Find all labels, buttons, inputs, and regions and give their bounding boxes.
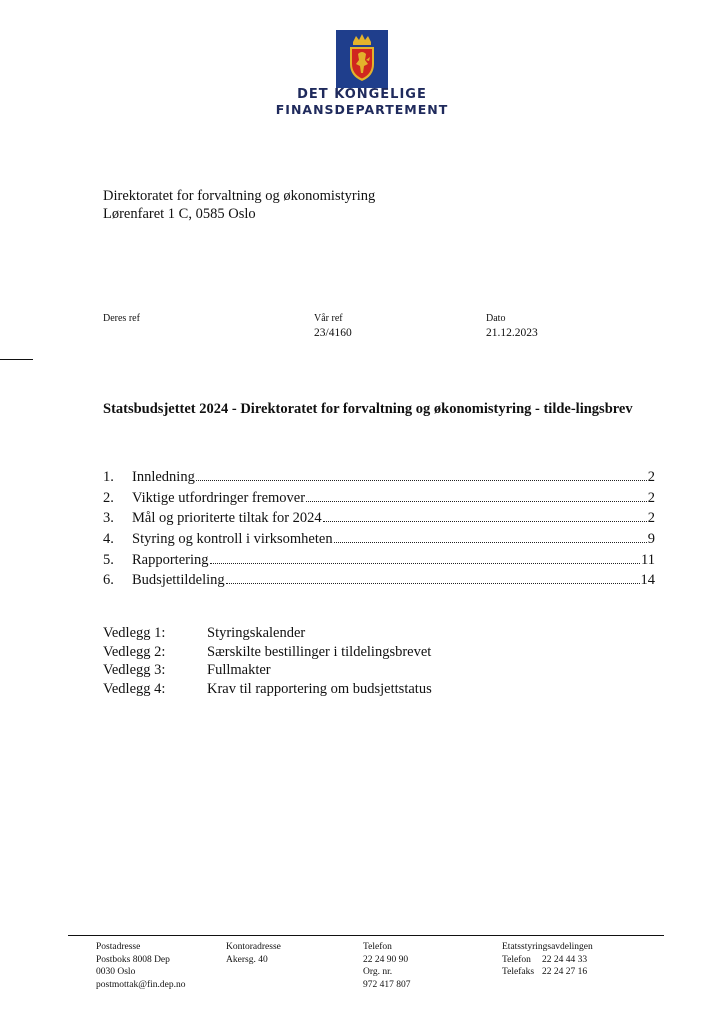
toc-text: Styring og kontroll i virksomheten <box>132 531 333 548</box>
toc-number: 6. <box>103 572 114 589</box>
appendix-item <box>103 662 432 681</box>
toc-item[interactable] <box>103 510 655 531</box>
var-ref-value: 23/4160 <box>314 327 352 339</box>
toc-page: 14 <box>640 572 655 589</box>
recipient-address <box>103 187 375 223</box>
table-of-contents <box>103 469 655 593</box>
footer-email[interactable]: postmottak@fin.dep.no <box>96 979 186 990</box>
footer-value: 0030 Oslo <box>96 967 136 977</box>
footer-label: Kontoradresse <box>226 942 281 952</box>
toc-number: 3. <box>103 510 114 527</box>
footer-value: 22 24 90 90 <box>363 954 409 965</box>
toc-page: 9 <box>647 531 655 548</box>
var-ref-label: Vår ref <box>314 313 343 324</box>
appendix-item <box>103 644 432 663</box>
appendix-text: Fullmakter <box>207 662 271 679</box>
footer-label: Etatsstyringsavdelingen <box>502 942 593 952</box>
recipient-name: Direktoratet for forvaltning og økonomistyring <box>103 188 376 204</box>
var-ref <box>314 312 352 341</box>
footer-value: Postboks 8008 Dep <box>96 954 170 965</box>
appendix-key: Vedlegg 3: <box>103 662 166 679</box>
footer-label: Telefon <box>363 942 392 952</box>
toc-leader <box>306 501 647 502</box>
appendix-item <box>103 681 432 700</box>
toc-page: 11 <box>641 551 655 568</box>
toc-leader <box>210 563 641 564</box>
toc-text: Viktige utfordringer fremover <box>132 489 306 506</box>
org-name-line1: DET KONGELIGE <box>297 87 427 102</box>
toc-page: 2 <box>647 510 655 527</box>
toc-text: Budsjettildeling <box>132 572 225 589</box>
dato <box>486 312 538 341</box>
appendix-text: Styringskalender <box>207 625 306 641</box>
ministry-logo <box>272 30 452 122</box>
toc-item[interactable] <box>103 552 655 573</box>
toc-item[interactable] <box>103 469 655 490</box>
toc-number: 1. <box>103 469 114 485</box>
toc-leader <box>334 542 647 543</box>
footer-value: 22 24 27 16 <box>542 967 588 977</box>
footer-key: Telefaks <box>502 967 535 977</box>
toc-page: 2 <box>647 489 655 506</box>
footer-value: Org. nr. <box>363 967 393 977</box>
appendix-text: Krav til rapportering om budsjettstatus <box>207 681 432 698</box>
footer-avdeling <box>502 941 593 979</box>
deres-ref-label: Deres ref <box>103 313 140 324</box>
toc-number: 5. <box>103 551 114 568</box>
appendix-key: Vedlegg 4: <box>103 681 166 698</box>
footer-telefaks-pair <box>502 966 593 979</box>
appendix-list <box>103 625 432 700</box>
toc-number: 4. <box>103 531 114 548</box>
footer-telefon-pair <box>502 954 593 967</box>
deres-ref <box>103 312 140 326</box>
coat-of-arms-icon <box>336 30 388 88</box>
toc-number: 2. <box>103 489 114 506</box>
recipient-street: Lørenfaret 1 C, 0585 Oslo <box>103 206 256 222</box>
toc-text: Rapportering <box>132 551 209 568</box>
dato-value: 21.12.2023 <box>486 327 538 339</box>
footer-value: 972 417 807 <box>363 979 411 990</box>
toc-leader <box>323 521 647 522</box>
appendix-item <box>103 625 432 644</box>
footer-value: 22 24 44 33 <box>542 954 588 965</box>
fold-mark <box>0 359 33 360</box>
toc-item[interactable] <box>103 490 655 511</box>
toc-leader <box>196 480 647 481</box>
footer-value: Akersg. 40 <box>226 954 268 965</box>
document-title: Statsbudsjettet 2024 - Direktoratet for forvaltning og økonomistyring - tilde-lingsbrev <box>103 401 633 417</box>
footer-label: Postadresse <box>96 942 141 952</box>
toc-item[interactable] <box>103 531 655 552</box>
footer-postadresse <box>96 941 186 991</box>
toc-text: Innledning <box>132 469 195 485</box>
footer-kontoradresse <box>226 941 281 966</box>
footer-telefon <box>363 941 411 991</box>
appendix-key: Vedlegg 2: <box>103 643 166 660</box>
org-name-line2: FINANSDEPARTEMENT <box>275 102 449 117</box>
toc-leader <box>226 583 640 584</box>
footer-key: Telefon <box>502 954 531 965</box>
footer-divider <box>68 935 664 936</box>
appendix-key: Vedlegg 1: <box>103 625 166 641</box>
toc-page: 2 <box>647 469 655 485</box>
dato-label: Dato <box>486 313 506 324</box>
appendix-text: Særskilte bestillinger i tildelingsbrevet <box>207 643 432 660</box>
toc-item[interactable] <box>103 572 655 593</box>
toc-text: Mål og prioriterte tiltak for 2024 <box>132 510 322 527</box>
